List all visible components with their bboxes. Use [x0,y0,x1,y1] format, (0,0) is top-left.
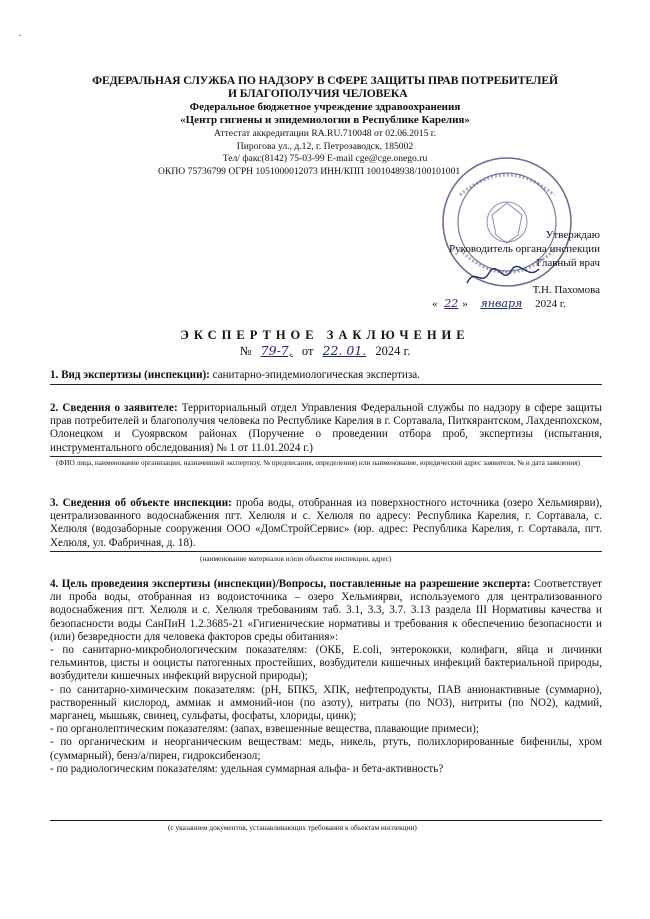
section-3 [50,497,602,550]
section-3-note: (наименование материалов и/или объектов инспекции, адрес) [200,554,392,563]
document-title: ЭКСПЕРТНОЕ ЗАКЛЮЧЕНИЕ [180,328,470,342]
section-1 [50,369,602,382]
approve-label: Утверждаю [545,229,600,241]
institution-line1: Федеральное бюджетное учреждение здравоохранения [189,101,461,113]
approval-date [432,297,566,310]
section-2-note: (ФИО лица, наименование организации, назначившей экспертизу, № предписания, определения) или наименование, юридический адрес заявителя, № и дата заявления) [56,458,580,467]
address: Пирогова ул., д.12, г. Петрозаводск, 185002 [236,141,414,152]
approval-day: 22 [444,297,459,310]
date-close-quote: » [462,298,468,310]
divider [50,384,602,385]
document-number-line [0,343,650,359]
divider [50,820,602,821]
section-4-note: (с указанием документов, устанавливающих требования к объектам инспекции) [168,823,417,832]
number-sign: № [239,344,252,358]
section-1-label: 1. Вид экспертизы (инспекции): [50,369,210,381]
divider [50,456,602,457]
section-4-item: - по радиологическим показателям: удельная суммарная альфа- и бета-активность? [50,762,444,775]
approval-month: января [480,297,523,310]
approver-name: Т.Н. Пахомова [532,284,600,296]
section-4-label: 4. Цель проведения экспертизы (инспекции)/Вопросы, поставленные на разрешение эксперта: [50,578,531,590]
signature [463,263,543,289]
section-4-item: - по органическим и неорганическим веществам: медь, никель, ртуть, полихлорированные бифенилы, хром (суммарный), бенз/а/пирен, гидроксибензол; [50,736,602,762]
section-3-label: 3. Сведения об объекте инспекции: [50,497,232,509]
section-2 [50,402,602,455]
institution-line2: «Центр гигиены и эпидемиологии в Республике Карелия» [180,114,470,126]
document-year: 2024 г. [375,344,411,358]
section-4-intro: Соответствует ли проба воды, отобранная из водоисточника – озеро Хельмиярви, используемого для централизованного водоснабжения пгт. Хелюля и с. Хелюля требованиям таб. 3.1, 3.3, 3.7. 3.13 раздела III Нормативы качества и безопасности воды СанПиН 1.2.3685-21 «Гигиенические нормативы и требования к обеспечению безопасности и (или) безвредности для человека факторов среды обитания»: [50,578,602,643]
contacts: Тел/ факс(8142) 75-03-99 E-mail cge@cge.onego.ru [222,153,428,164]
section-4 [50,578,602,776]
section-2-label: 2. Сведения о заявителе: [50,402,178,414]
approver-position: Руководитель органа инспекции [449,243,600,255]
document-number: 79-7, [260,343,293,358]
org-name-line1: ФЕДЕРАЛЬНАЯ СЛУЖБА ПО НАДЗОРУ В СФЕРЕ ЗАЩИТЫ ПРАВ ПОТРЕБИТЕЛЕЙ [92,74,558,87]
section-4-item: - по санитарно-микробиологическим показателям: (ОКБ, E.coli, энтерококки, колифаги, яйца и личинки гельминтов, цисты и ооцисты патогенных простейших, возбудители кишечных инфекций бактериальной природы, возбудители кишечных инфекций вирусной природы); [50,644,602,683]
date-prefix: от [301,344,314,358]
section-1-text: санитарно-эпидемиологическая экспертиза. [212,369,420,381]
org-name-line2: И БЛАГОПОЛУЧИЯ ЧЕЛОВЕКА [228,87,408,100]
divider [50,551,602,552]
section-3-text: проба воды, отобранная из поверхностного источника (озеро Хельмиярви), централизованного водоснабжения пгт. Хелюля и с. Хелюля по адресу: Республика Карелия, г. Сортавала, с. Хелюля (водозаборные сооружения ООО «ДомСтройСервис» (юр. адрес: Республика Карелия, г. Сортавала, пгт. Хелюля, ул. Фабричная, д. 18). [50,497,602,549]
section-4-item: - по органолептическим показателям: (запах, взвешенные вещества, плавающие примеси); [50,723,479,736]
registration-codes: ОКПО 75736799 ОГРН 1051000012073 ИНН/КПП 1001048938/100101001 [158,166,461,177]
approval-year: 2024 г. [535,298,566,310]
section-2-text: Территориальный отдел Управления Федеральной службы по надзору в сфере защиты прав потребителей и благополучия человека по Республике Карелия в г. Сортавала, Питкярантском, Лахденпохском, Олонецком и Суоярвском районах (Поручение о проведении отбора проб, экспертизы (испытания, инструментального обследования) № 1 от 11.01.2024 г.) [50,402,602,454]
section-4-item: - по санитарно-химическим показателям: (pH, БПК5, ХПК, нефтепродукты, ПАВ анионактивные (суммарно), растворенный кислород, аммиак и аммоний-ион (по азоту), нитраты (по NO3), нитриты (по NO2), кадмий, марганец, мышьяк, свинец, сульфаты, фосфаты, хлориды, цинк); [50,683,602,723]
document-date: 22. 01. [322,343,367,358]
accreditation: Аттестат аккредитации RA.RU.710048 от 02.06.2015 г. [213,128,437,139]
date-open-quote: « [432,298,438,310]
approver-position-2: Главный врач [536,257,600,269]
scan-mark: · [18,30,22,42]
